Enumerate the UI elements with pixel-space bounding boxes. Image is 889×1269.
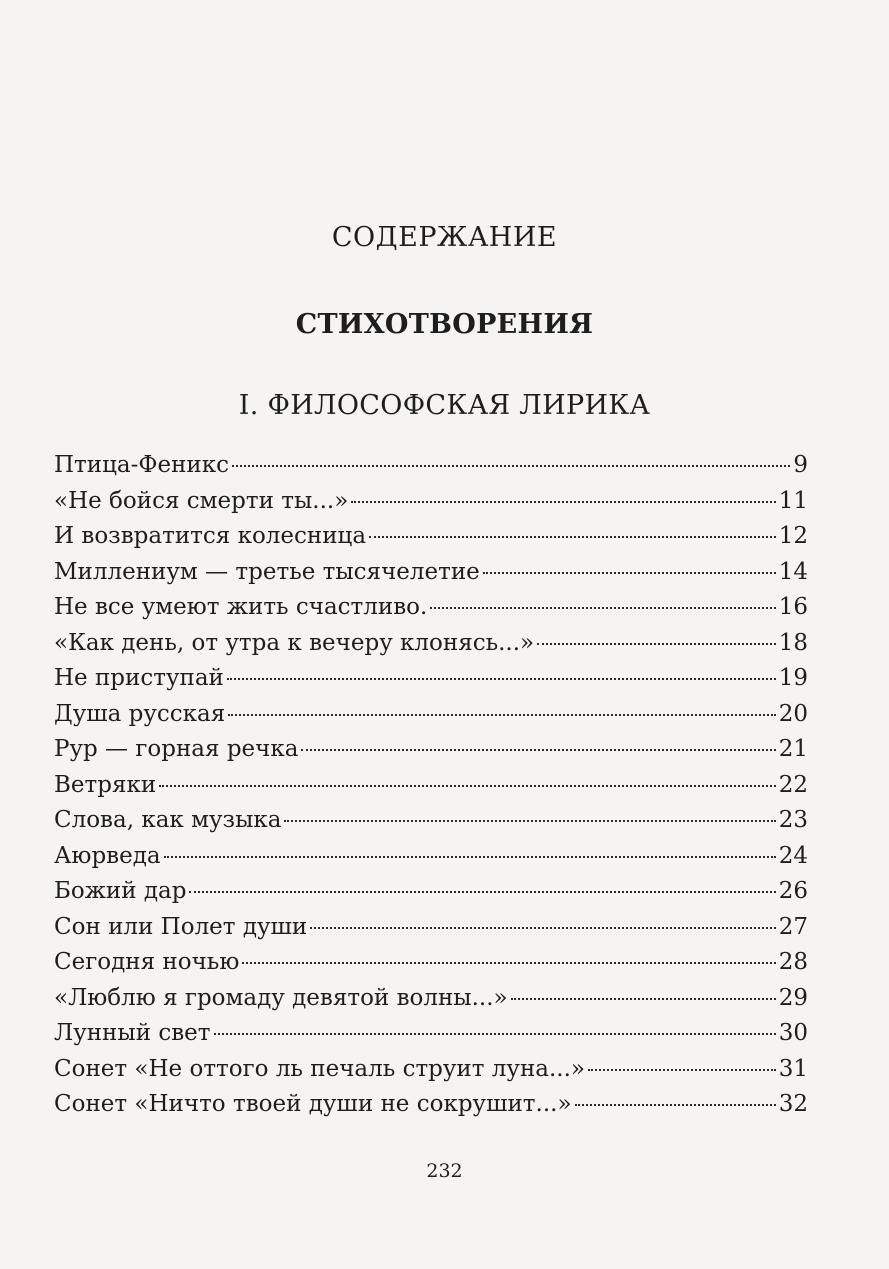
toc-entry-page: 30 — [778, 1020, 808, 1046]
toc-entry-page: 29 — [778, 984, 808, 1011]
toc-entry — [54, 559, 808, 595]
toc-entry-page: 32 — [778, 1091, 808, 1117]
toc-entry-page: 18 — [778, 629, 808, 656]
dot-leader — [227, 678, 776, 680]
toc-entry-title: «Как день, от утра к вечеру клонясь...» — [54, 629, 535, 656]
toc-entry-title: «Люблю я громаду девятой волны...» — [54, 984, 508, 1011]
toc-entry-title: Аюрведа — [54, 842, 161, 869]
toc-entry-title: Миллениум — третье тысячелетие — [54, 558, 480, 585]
toc-entry — [54, 985, 808, 1021]
toc-entry — [54, 914, 808, 950]
toc-entry — [54, 594, 808, 630]
dot-leader — [483, 572, 776, 574]
contents-title: СОДЕРЖАНИЕ — [331, 222, 558, 253]
toc-entry-title: Не все умеют жить счастливо. — [54, 594, 428, 620]
dot-leader — [228, 714, 775, 716]
toc-entry-page: 19 — [778, 665, 808, 691]
toc-entry-page: 22 — [778, 771, 808, 798]
toc-entry-page: 24 — [778, 842, 808, 869]
toc-entry-page: 23 — [778, 807, 808, 833]
dot-leader — [284, 820, 775, 822]
toc-entry-title: Божий дар — [54, 878, 187, 904]
dot-leader — [242, 962, 775, 964]
toc-entry-page: 28 — [778, 949, 808, 975]
page-number: 232 — [426, 1160, 463, 1182]
toc-entry-title: И возвратится колесница — [54, 523, 367, 549]
toc-entry-page: 20 — [778, 700, 808, 727]
toc-entry-page: 16 — [778, 594, 808, 620]
toc-entry-page: 31 — [778, 1055, 808, 1082]
toc-entry — [54, 949, 808, 985]
toc-entry-title: Слова, как музыка — [54, 807, 282, 833]
dot-leader — [537, 643, 776, 645]
toc-entry — [54, 630, 808, 666]
toc-entry — [54, 701, 808, 737]
toc-entry-title: Птица-Феникс — [54, 452, 230, 478]
toc-entry-title: Ветряки — [54, 771, 157, 798]
toc-entry-title: Не приступай — [54, 665, 224, 691]
dot-leader — [159, 785, 776, 787]
toc-entry — [54, 1091, 808, 1127]
toc-entry — [54, 665, 808, 701]
dot-leader — [369, 536, 776, 538]
toc-entry-title: Сон или Полет души — [54, 913, 308, 940]
dot-leader — [575, 1104, 776, 1106]
toc-entry-page: 12 — [778, 523, 808, 549]
toc-entry-title: Рур — горная речка — [54, 736, 299, 762]
toc-entry — [54, 1020, 808, 1056]
toc-entry-page: 9 — [793, 452, 808, 478]
toc-entry-page: 21 — [778, 736, 808, 762]
dot-leader — [214, 1033, 776, 1035]
dot-leader — [588, 1069, 776, 1071]
dot-leader — [310, 927, 775, 929]
toc-entry — [54, 488, 808, 524]
toc-entry — [54, 843, 808, 879]
toc-entry-page: 14 — [778, 558, 808, 585]
toc-entry — [54, 523, 808, 559]
dot-leader — [430, 607, 775, 609]
toc-entry — [54, 878, 808, 914]
dot-leader — [164, 856, 776, 858]
toc-entry-title: Душа русская — [54, 700, 226, 727]
toc-entry-title: Лунный свет — [54, 1020, 211, 1046]
dot-leader — [351, 501, 775, 503]
toc-entry-page: 27 — [778, 913, 808, 940]
toc-entry-title: Сегодня ночью — [54, 949, 240, 975]
section-title: СТИХОТВОРЕНИЯ — [295, 309, 594, 340]
toc-entry — [54, 807, 808, 843]
dot-leader — [511, 998, 776, 1000]
subsection-title: I. ФИЛОСОФСКАЯ ЛИРИКА — [238, 390, 651, 421]
toc-entry — [54, 772, 808, 808]
dot-leader — [232, 465, 790, 467]
table-of-contents — [54, 452, 808, 1127]
toc-entry-title: «Не бойся смерти ты...» — [54, 487, 349, 514]
dot-leader — [189, 891, 775, 893]
toc-entry-title: Сонет «Ничто твоей души не сокрушит...» — [54, 1091, 572, 1117]
dot-leader — [301, 749, 775, 751]
toc-entry-page: 11 — [778, 487, 808, 514]
toc-entry — [54, 1056, 808, 1092]
toc-entry — [54, 736, 808, 772]
toc-entry-title: Сонет «Не оттого ль печаль струит луна...» — [54, 1055, 585, 1082]
toc-entry-page: 26 — [778, 878, 808, 904]
toc-entry — [54, 452, 808, 488]
